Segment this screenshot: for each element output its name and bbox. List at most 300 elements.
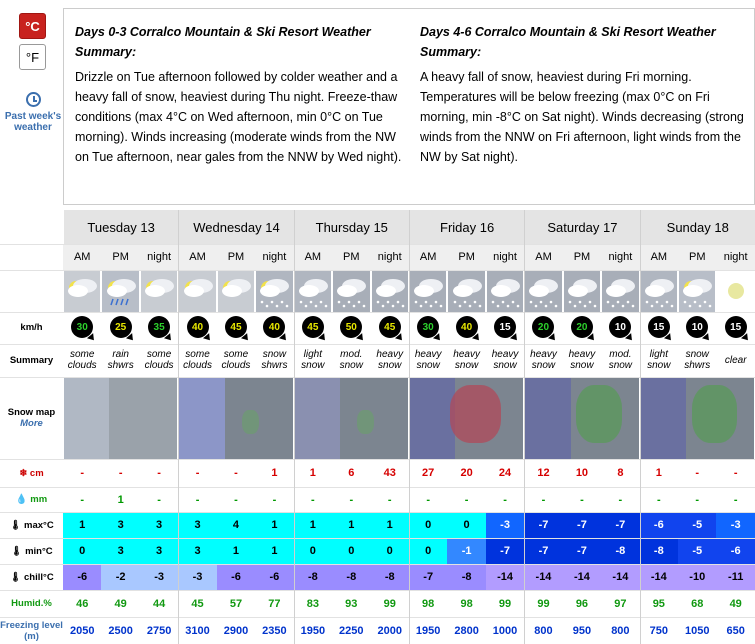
wind-cell [255,312,293,342]
freezing-level-value: 2250 [339,624,364,637]
wind-cell [101,312,139,342]
chill-temp-value: -6 [217,564,255,590]
min-temp-value: -8 [640,538,678,564]
row-separator [0,459,755,460]
min-temp-value: 0 [409,538,447,564]
wind-cell [601,312,639,342]
cloud-sun-icon [180,270,216,312]
weather-icon [525,270,561,312]
snow-value: - [157,467,161,479]
freezing-level-value: 1050 [685,624,710,637]
rain-value: - [695,493,700,506]
wind-speed: 10 [614,321,626,333]
summary-title: Days 4-6 Corralco Mountain & Ski Resort Weather Summary: [420,25,716,59]
freezing-level-value: 750 [649,624,668,637]
snow-value: 1 [655,467,662,479]
wind-direction-icon [379,316,401,338]
chill-temp-value: -14 [601,564,639,590]
rain-value: - [349,493,354,506]
wind-cell [409,312,447,342]
summary-text: heavy snow [568,349,596,371]
cloud-sun-icon [64,270,100,312]
weather-icon [333,270,369,312]
max-temp-value: 1 [63,512,101,538]
period-header: night [371,244,409,270]
chill-temp-value: -8 [332,564,370,590]
max-temp-value: 1 [371,512,409,538]
min-temp-value: 0 [294,538,332,564]
summary-days-4-6 [420,22,745,167]
snow-cloud-icon [410,270,446,312]
wind-cell [332,312,370,342]
rain-value: - [80,493,85,506]
snow-cloud-icon [295,270,331,312]
day-separator [178,210,179,644]
rain-row-label [0,487,63,512]
wind-row-label: km/h [20,321,43,333]
min-row-label-text: 🌡 min°C [10,545,53,557]
wind-direction-icon [725,316,747,338]
humidity-value: 57 [229,597,243,610]
freezing-level-value: 2500 [108,624,133,637]
humidity-value: 96 [575,597,589,610]
humidity-value: 44 [152,597,166,610]
chill-temp-value: -14 [563,564,601,590]
min-temp-value: -1 [447,538,485,564]
snow-value: 1 [309,467,316,479]
map-land [225,377,293,459]
snow-value: 20 [460,467,473,479]
day-separator [640,210,641,644]
min-temp-value: 0 [332,538,370,564]
freezing-level-value: 1950 [415,624,441,637]
max-temp-value: 1 [332,512,370,538]
wind-cell [640,312,678,342]
summary-text: heavy snow [530,349,557,371]
rain-cloud-icon [103,270,139,312]
freezing-level-value: 2800 [454,624,479,637]
snow-value: - [195,467,200,479]
humidity-value: 99 [537,597,550,610]
wind-speed: 40 [191,321,204,333]
summary-text: rain shwrs [107,349,134,371]
chill-temp-value: -8 [294,564,332,590]
min-temp-value: 1 [217,538,255,564]
weather-icon [64,270,100,312]
snow-value: 43 [383,467,396,479]
wind-speed: 45 [307,321,319,333]
min-temp-value: 1 [255,538,293,564]
past-weather-label: Past week's weather [4,111,62,133]
period-header: PM [217,244,255,270]
wind-cell [217,312,255,342]
wind-cell [486,312,524,342]
precip-overlay [692,385,737,442]
min-temp-value: -8 [601,538,639,564]
humidity-value: 98 [422,597,435,610]
wind-cell [716,312,754,342]
summary-text: clear [724,354,747,366]
rain-value: - [541,493,546,506]
max-temp-value: -7 [524,512,562,538]
max-temp-value: 0 [447,512,485,538]
weather-icon [448,270,484,312]
wind-cell [178,312,216,342]
day-separator [294,210,295,644]
chill-temp-value: -3 [140,564,178,590]
wind-speed: 45 [230,321,242,333]
day-header: Sunday 18 [640,210,755,244]
row-separator [0,564,755,565]
min-row-label [0,538,63,564]
max-row-label [0,512,63,538]
min-temp-value: -6 [716,538,754,564]
wind-speed: 50 [345,321,357,333]
weather-icon [641,270,677,312]
summary-text: mod. snow [339,349,363,371]
wind-direction-icon [609,316,631,338]
period-header: PM [678,244,716,270]
freezing-row-label [0,617,63,644]
day-header: Friday 16 [409,210,524,244]
humidity-value: 45 [191,597,204,610]
freezing-level-value: 800 [534,624,553,637]
min-temp-value: -7 [486,538,524,564]
chill-temp-value: -7 [409,564,447,590]
min-temp-value: 0 [371,538,409,564]
humid-row-label-text: Humid.% [11,598,52,609]
max-temp-value: 3 [178,512,216,538]
chill-temp-value: -14 [640,564,678,590]
precip-overlay [450,385,501,442]
weather-icon [179,270,215,312]
snow-map[interactable] [64,377,177,459]
snow-cloud-icon [679,270,715,312]
humidity-value: 95 [652,597,665,610]
rain-value: - [311,493,315,506]
row-separator [0,312,755,313]
max-temp-value: 4 [217,512,255,538]
snow-cloud-icon [564,270,600,312]
max-temp-value: -3 [486,512,524,538]
humidity-value: 97 [614,597,627,610]
chill-temp-value: -6 [255,564,293,590]
weather-icon [295,270,331,312]
snow-cloud-icon [641,270,677,312]
freezing-level-value: 950 [572,624,592,637]
freezing-level-value: 2350 [262,624,287,637]
wind-direction-icon [110,316,132,338]
snow-cloud-icon [602,270,638,312]
summary-text: mod. snow [608,349,633,371]
snow-value: 8 [617,467,624,479]
max-temp-value: -7 [601,512,639,538]
rain-value: - [426,493,430,506]
weather-icon [141,270,177,312]
max-temp-value: 0 [409,512,447,538]
wind-direction-icon [532,316,554,338]
wind-speed: 15 [653,321,665,333]
weather-icon [602,270,638,312]
humidity-value: 68 [691,597,704,610]
humidity-value: 49 [729,597,742,610]
wind-direction-icon [71,316,93,338]
min-temp-value: -7 [563,538,601,564]
period-header: AM [640,244,678,270]
period-header: night [716,244,754,270]
chill-row-label [0,564,63,590]
humidity-value: 93 [345,597,358,610]
wind-direction-icon [686,316,708,338]
cloud-sun-icon [141,270,177,312]
row-separator [0,538,755,539]
snow-value: 12 [537,467,550,479]
snow-cloud-icon [525,270,561,312]
snow-map[interactable] [410,377,523,459]
wind-speed: 10 [691,321,703,333]
wind-speed: 25 [115,321,127,333]
humidity-value: 49 [114,597,127,610]
row-separator [0,377,755,378]
wind-direction-icon [417,316,439,338]
rain-value: - [656,493,661,506]
wind-direction-icon [340,316,362,338]
row-separator [0,617,755,618]
past-weather-link[interactable] [4,92,62,133]
min-temp-value: 3 [101,538,139,564]
day-separator [524,210,525,644]
snow-cloud-icon [487,270,523,312]
day-header: Tuesday 13 [63,210,178,244]
rain-value: - [195,493,200,506]
row-separator [0,512,755,513]
min-temp-value: 3 [140,538,178,564]
period-header: PM [563,244,601,270]
rain-value: - [733,493,738,506]
wind-speed: 15 [730,321,742,333]
freezing-level-value: 2900 [223,624,249,637]
snow-cloud-icon [449,270,485,312]
rain-value: - [618,493,623,506]
snow-value: - [695,467,700,479]
clock-icon [26,92,41,107]
snowmap-label: Snow map [7,407,56,418]
freezing-level-value: 2000 [377,624,402,637]
snow-cloud-icon [256,270,292,312]
snow-map[interactable] [641,377,754,459]
snow-value: - [234,467,238,479]
summary-text: heavy snow [376,349,404,371]
chill-temp-value: -14 [486,564,524,590]
summary-body: Drizzle on Tue afternoon followed by colder weather and a heavy fall of snow, heaviest during Thu night. Freeze-thaw conditions (max 4°C on Wed afternoon, min 0°C on Tue morning). Winds increasing (moderate winds from the NW on Tue afternoon, near gales from the NNW by Wed night). [75,70,402,164]
wind-speed: 35 [153,321,165,333]
humidity-value: 77 [268,597,281,610]
freezing-level-value: 2050 [69,624,95,637]
period-header: PM [101,244,139,270]
snow-value: - [733,467,738,479]
wind-speed: 30 [76,321,88,333]
freezing-level-value: 1000 [492,624,518,637]
wind-direction-icon [302,316,324,338]
chill-temp-value: -6 [63,564,101,590]
day-header: Saturday 17 [524,210,639,244]
snow-value: 1 [271,467,278,479]
freezing-level-value: 650 [726,624,745,637]
summary-text: heavy snow [491,349,519,371]
wind-direction-icon [263,316,285,338]
wind-cell [447,312,485,342]
humid-row-label [0,590,63,617]
max-temp-value: -5 [678,512,716,538]
period-header: night [140,244,178,270]
fahrenheit-button[interactable]: °F [19,44,46,70]
wind-cell [371,312,409,342]
min-temp-value: -7 [524,538,562,564]
humidity-value: 98 [460,597,473,610]
wind-cell [563,312,601,342]
chill-temp-value: -8 [371,564,409,590]
max-temp-value: -7 [563,512,601,538]
summary-text: some clouds [221,349,251,371]
freezing-level-value: 3100 [185,624,210,637]
period-header: PM [447,244,485,270]
wind-speed: 40 [268,321,280,333]
weather-icon [487,270,523,312]
rain-value: - [503,493,507,506]
period-header: night [255,244,293,270]
max-temp-value: 3 [101,512,139,538]
summary-body: A heavy fall of snow, heaviest during Fri morning. Temperatures will be below freezing (max 0°C on Fri morning, min -8°C on Sat night). Winds decreasing (strong winds from the NNW on Fri afternoon, light winds from the NW by Sat night). [420,70,744,164]
snowmap-more-link[interactable]: More [20,418,43,429]
humidity-value: 83 [306,597,319,610]
period-header: AM [63,244,101,270]
day-header: Wednesday 14 [178,210,293,244]
wind-speed: 20 [537,321,550,333]
map-land [340,377,408,459]
freezing-level-value: 800 [611,624,630,637]
rain-value: - [234,493,238,506]
period-header: AM [294,244,332,270]
chill-temp-value: -14 [524,564,562,590]
max-row-label-text: 🌡 max°C [9,519,54,531]
humidity-value: 99 [383,597,396,610]
max-temp-value: 3 [140,512,178,538]
snow-row-label-text: ❄ cm [19,467,44,479]
rain-value: - [387,493,392,506]
period-header: night [601,244,639,270]
wind-direction-icon [456,316,478,338]
wind-direction-icon [148,316,170,338]
wind-cell [63,312,101,342]
summary-text: some clouds [183,349,212,371]
humidity-value: 99 [498,597,512,610]
wind-cell [678,312,716,342]
snow-value: 27 [422,467,435,479]
weather-icon [564,270,600,312]
celsius-button[interactable]: °C [19,13,46,39]
chill-row-label-text: 🌡 chill°C [9,571,54,583]
wind-speed: 30 [422,321,434,333]
max-temp-value: 1 [294,512,332,538]
rain-value: 1 [117,493,124,506]
snow-value: 10 [575,467,589,479]
weather-icon [410,270,446,312]
snow-value: 6 [348,467,355,479]
snow-map[interactable] [525,377,638,459]
summary-text: light snow [647,349,671,371]
max-temp-value: -6 [640,512,678,538]
freezing-row-label-text: Freezing level (m) [0,619,63,642]
rain-row-label-text: 💧 mm [15,494,48,505]
summary-text: snow shwrs [261,349,288,371]
rain-value: - [580,493,584,506]
snow-value: 24 [498,467,512,479]
row-separator [0,590,755,591]
chill-temp-value: -11 [716,564,754,590]
freezing-level-value: 2750 [146,624,172,637]
snow-cloud-icon [333,270,369,312]
summary-row-label: Summary [9,354,54,366]
freezing-level-value: 1950 [300,624,326,637]
rain-value: - [157,493,161,506]
summary-text: heavy snow [453,349,480,371]
weather-summary-box [63,8,755,205]
wind-speed: 40 [461,321,473,333]
weather-icon [256,270,292,312]
snowmap-row-label [0,377,63,459]
chill-temp-value: -3 [178,564,216,590]
snow-value: - [80,467,85,479]
min-temp-value: 0 [63,538,101,564]
precip-overlay [357,410,374,435]
max-temp-value: 1 [255,512,293,538]
row-separator [0,244,755,245]
snow-cloud-icon [372,270,408,312]
snow-map[interactable] [295,377,408,459]
snow-map[interactable] [179,377,292,459]
day-separator [409,210,410,644]
cloud-sun-icon [218,270,254,312]
weather-icon [102,270,138,312]
chill-temp-value: -2 [101,564,139,590]
wind-speed: 45 [384,321,396,333]
rain-value: - [272,493,277,506]
precip-overlay [576,385,621,442]
wind-direction-icon [225,316,247,338]
weather-icon [679,270,715,312]
period-header: night [486,244,524,270]
chill-temp-value: -10 [678,564,716,590]
summary-text: snow shwrs [684,349,711,371]
snow-row-label [0,459,63,487]
summary-title: Days 0-3 Corralco Mountain & Ski Resort Weather Summary: [75,25,371,59]
row-separator [0,487,755,488]
wind-direction-icon [571,316,593,338]
wind-cell [524,312,562,342]
summary-text: heavy snow [414,349,442,371]
wind-cell [140,312,178,342]
chill-temp-value: -8 [447,564,485,590]
row-separator [0,344,755,345]
min-temp-value: -5 [678,538,716,564]
wind-direction-icon [494,316,516,338]
precip-overlay [242,410,259,435]
rain-value: - [464,493,469,506]
period-header: AM [178,244,216,270]
weather-icon [372,270,408,312]
period-header: AM [409,244,447,270]
summary-text: some clouds [67,349,97,371]
